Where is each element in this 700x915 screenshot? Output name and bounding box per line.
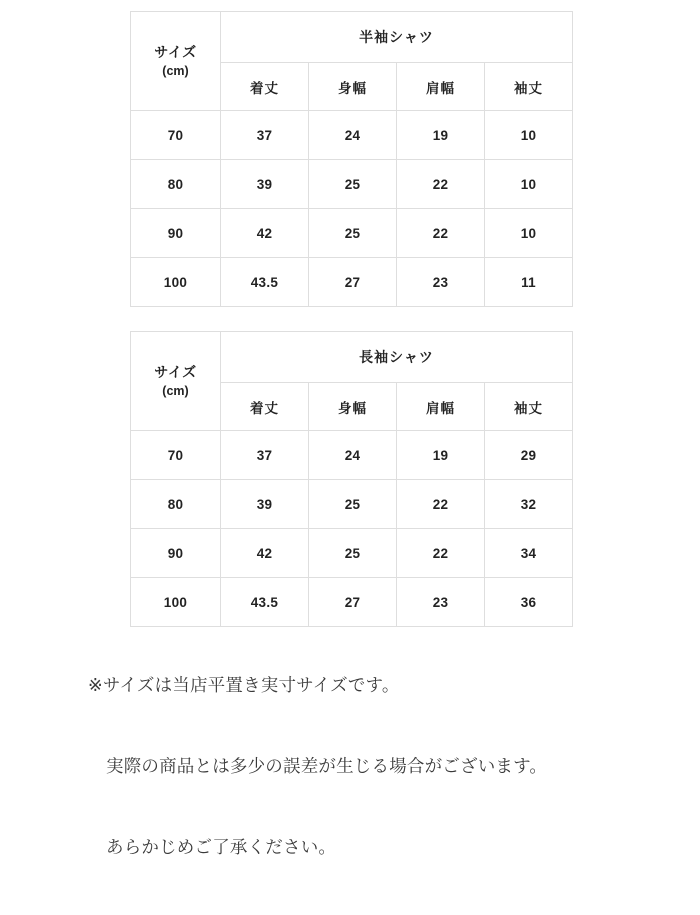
cell-sleeve: 10	[485, 111, 573, 160]
size-table-long-sleeve	[130, 331, 573, 627]
footnote-line-3: あらかじめご了承ください。	[106, 837, 337, 857]
column-header-sleeve: 袖丈	[485, 63, 573, 111]
cell-sleeve: 36	[485, 578, 573, 627]
cell-sleeve: 10	[485, 160, 573, 209]
cell-chest: 27	[309, 258, 397, 307]
cell-length: 42	[221, 529, 309, 578]
cell-sleeve: 34	[485, 529, 573, 578]
table-header-row	[131, 12, 573, 63]
size-column-label: サイズ	[154, 363, 197, 380]
cell-size: 80	[131, 160, 221, 209]
cell-sleeve: 29	[485, 431, 573, 480]
table-row	[131, 431, 573, 480]
table-row	[131, 111, 573, 160]
cell-chest: 25	[309, 480, 397, 529]
column-header-shoulder: 肩幅	[397, 63, 485, 111]
cell-shoulder: 19	[397, 111, 485, 160]
cell-size: 100	[131, 578, 221, 627]
column-header-length: 着丈	[221, 383, 309, 431]
size-column-label: サイズ	[154, 43, 197, 60]
column-header-shoulder: 肩幅	[397, 383, 485, 431]
cell-length: 37	[221, 431, 309, 480]
size-column-header	[131, 332, 221, 431]
table-row	[131, 529, 573, 578]
cell-chest: 25	[309, 209, 397, 258]
cell-chest: 27	[309, 578, 397, 627]
cell-chest: 25	[309, 529, 397, 578]
cell-chest: 24	[309, 431, 397, 480]
cell-shoulder: 23	[397, 578, 485, 627]
table-row	[131, 209, 573, 258]
column-header-chest: 身幅	[309, 383, 397, 431]
column-header-length: 着丈	[221, 63, 309, 111]
cell-chest: 25	[309, 160, 397, 209]
table-header-row	[131, 332, 573, 383]
size-column-unit: (cm)	[162, 63, 189, 78]
footnote	[88, 618, 668, 915]
cell-shoulder: 22	[397, 209, 485, 258]
cell-shoulder: 23	[397, 258, 485, 307]
cell-size: 80	[131, 480, 221, 529]
cell-shoulder: 22	[397, 529, 485, 578]
column-header-chest: 身幅	[309, 63, 397, 111]
cell-size: 70	[131, 431, 221, 480]
cell-shoulder: 19	[397, 431, 485, 480]
table-row	[131, 258, 573, 307]
cell-shoulder: 22	[397, 160, 485, 209]
cell-sleeve: 10	[485, 209, 573, 258]
cell-shoulder: 22	[397, 480, 485, 529]
size-column-header	[131, 12, 221, 111]
group-title: 半袖シャツ	[221, 12, 573, 63]
column-header-sleeve: 袖丈	[485, 383, 573, 431]
cell-sleeve: 11	[485, 258, 573, 307]
cell-length: 43.5	[221, 578, 309, 627]
size-column-unit: (cm)	[162, 383, 189, 398]
cell-sleeve: 32	[485, 480, 573, 529]
footnote-line-1: ※サイズは当店平置き実寸サイズです。	[88, 675, 400, 695]
table-row	[131, 160, 573, 209]
cell-size: 90	[131, 209, 221, 258]
cell-size: 100	[131, 258, 221, 307]
cell-size: 70	[131, 111, 221, 160]
cell-size: 90	[131, 529, 221, 578]
cell-chest: 24	[309, 111, 397, 160]
cell-length: 42	[221, 209, 309, 258]
cell-length: 37	[221, 111, 309, 160]
footnote-line-2: 実際の商品とは多少の誤差が生じる場合がございます。	[106, 756, 548, 776]
cell-length: 39	[221, 480, 309, 529]
group-title: 長袖シャツ	[221, 332, 573, 383]
cell-length: 39	[221, 160, 309, 209]
cell-length: 43.5	[221, 258, 309, 307]
table-row	[131, 480, 573, 529]
size-table-short-sleeve	[130, 11, 573, 307]
